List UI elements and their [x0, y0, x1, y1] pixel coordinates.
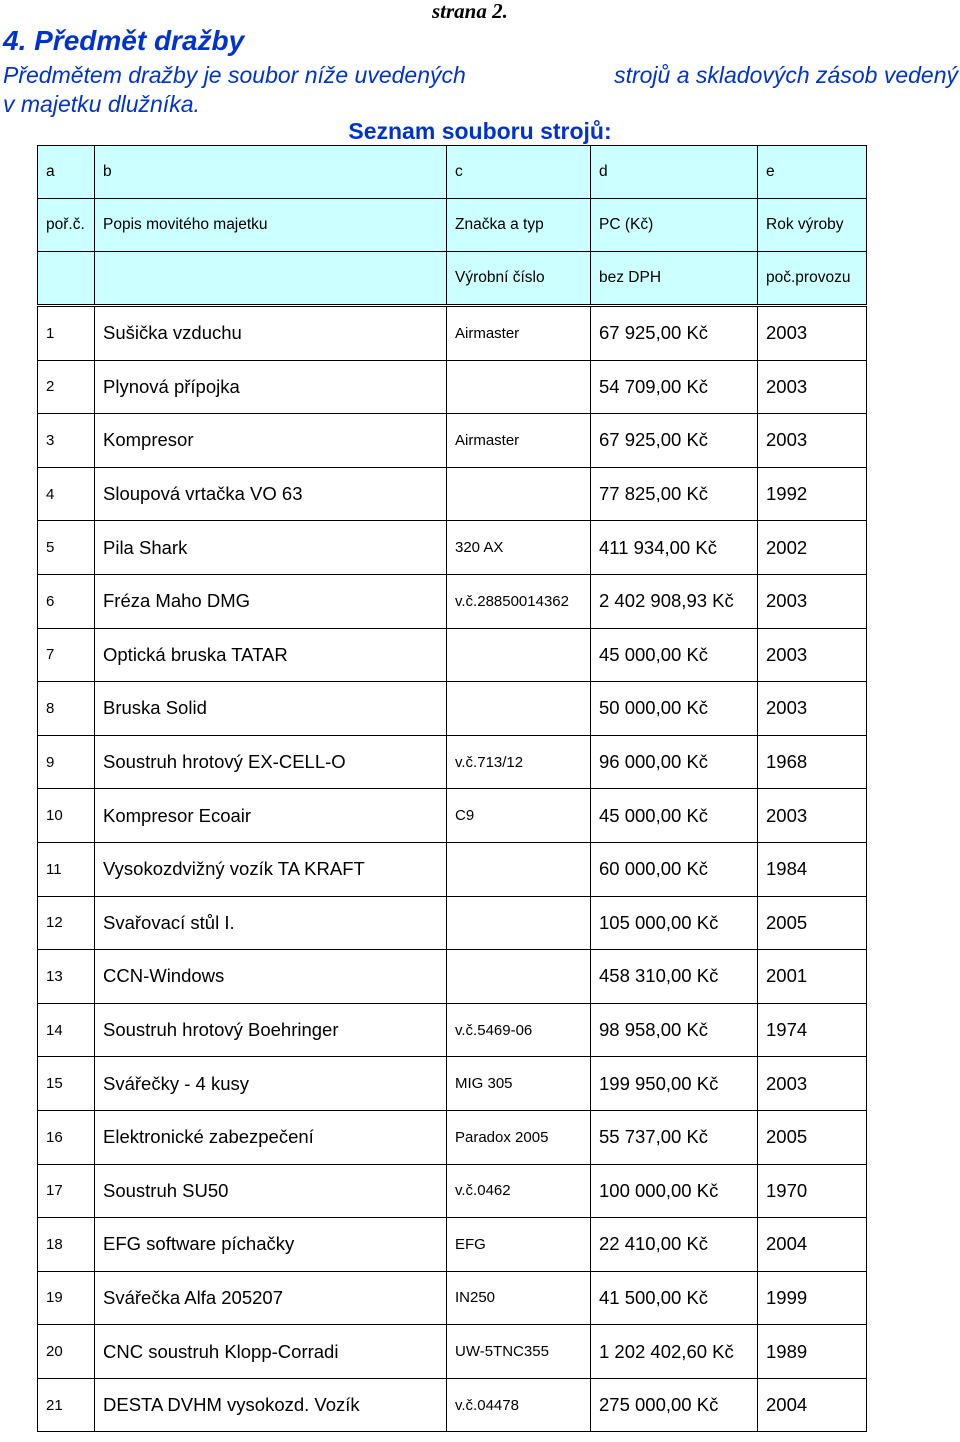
header-subnames-row: [38, 252, 867, 306]
table-row: [38, 521, 867, 575]
item-year: 1999: [758, 1271, 867, 1325]
table-row: [38, 1271, 867, 1325]
item-number: 16: [38, 1110, 95, 1164]
item-year: 2003: [758, 306, 867, 361]
item-description: Plynová přípojka: [95, 360, 447, 414]
item-year: 2001: [758, 950, 867, 1004]
item-price: 77 825,00 Kč: [591, 467, 758, 521]
item-year: 2005: [758, 1110, 867, 1164]
item-year: 2002: [758, 521, 867, 575]
header-letters-row: [38, 146, 867, 199]
table-row: [38, 1378, 867, 1432]
item-year: 2005: [758, 896, 867, 950]
item-description: Kompresor Ecoair: [95, 789, 447, 843]
table-row: [38, 414, 867, 468]
item-brand-serial: [447, 628, 591, 682]
item-year: 1974: [758, 1003, 867, 1057]
item-brand-serial: [447, 682, 591, 736]
column-header: poř.č.: [38, 199, 95, 252]
item-brand-serial: Paradox 2005: [447, 1110, 591, 1164]
table-row: [38, 735, 867, 789]
item-brand-serial: UW-5TNC355: [447, 1325, 591, 1379]
table-row: [38, 842, 867, 896]
item-number: 2: [38, 360, 95, 414]
item-price: 98 958,00 Kč: [591, 1003, 758, 1057]
item-number: 15: [38, 1057, 95, 1111]
item-brand-serial: Airmaster: [447, 306, 591, 361]
column-subheader: [38, 252, 95, 306]
item-description: Soustruh hrotový Boehringer: [95, 1003, 447, 1057]
item-number: 20: [38, 1325, 95, 1379]
section-title: 4. Předmět dražby: [3, 25, 245, 56]
item-number: 8: [38, 682, 95, 736]
table-row: [38, 789, 867, 843]
item-price: 2 402 908,93 Kč: [591, 574, 758, 628]
item-brand-serial: IN250: [447, 1271, 591, 1325]
item-description: Svářečky - 4 kusy: [95, 1057, 447, 1111]
item-brand-serial: [447, 842, 591, 896]
item-year: 2004: [758, 1378, 867, 1432]
item-price: 67 925,00 Kč: [591, 306, 758, 361]
intro-paragraph: [3, 61, 958, 119]
item-number: 1: [38, 306, 95, 361]
item-price: 60 000,00 Kč: [591, 842, 758, 896]
item-year: 2003: [758, 360, 867, 414]
column-header: Značka a typ: [447, 199, 591, 252]
item-description: Vysokozdvižný vozík TA KRAFT: [95, 842, 447, 896]
item-description: CCN-Windows: [95, 950, 447, 1004]
intro-line-2: v majetku dlužníka.: [3, 91, 200, 117]
machinery-table: [37, 145, 867, 1432]
item-number: 18: [38, 1218, 95, 1272]
item-description: EFG software píchačky: [95, 1218, 447, 1272]
item-description: Kompresor: [95, 414, 447, 468]
column-header: Popis movitého majetku: [95, 199, 447, 252]
item-description: Soustruh hrotový EX-CELL-O: [95, 735, 447, 789]
item-brand-serial: MIG 305: [447, 1057, 591, 1111]
item-price: 199 950,00 Kč: [591, 1057, 758, 1111]
table-row: [38, 1003, 867, 1057]
item-number: 19: [38, 1271, 95, 1325]
page-number: strana 2.: [432, 0, 508, 23]
item-year: 1992: [758, 467, 867, 521]
table-row: [38, 1325, 867, 1379]
item-price: 275 000,00 Kč: [591, 1378, 758, 1432]
item-number: 3: [38, 414, 95, 468]
item-number: 7: [38, 628, 95, 682]
item-price: 96 000,00 Kč: [591, 735, 758, 789]
item-number: 10: [38, 789, 95, 843]
item-number: 17: [38, 1164, 95, 1218]
item-description: Svářečka Alfa 205207: [95, 1271, 447, 1325]
item-year: 2003: [758, 574, 867, 628]
item-description: Pila Shark: [95, 521, 447, 575]
item-description: Soustruh SU50: [95, 1164, 447, 1218]
item-price: 22 410,00 Kč: [591, 1218, 758, 1272]
item-description: DESTA DVHM vysokozd. Vozík: [95, 1378, 447, 1432]
item-price: 50 000,00 Kč: [591, 682, 758, 736]
item-description: Optická bruska TATAR: [95, 628, 447, 682]
item-year: 2003: [758, 628, 867, 682]
item-price: 100 000,00 Kč: [591, 1164, 758, 1218]
table-row: [38, 360, 867, 414]
item-price: 45 000,00 Kč: [591, 789, 758, 843]
item-number: 11: [38, 842, 95, 896]
column-header: Rok výroby: [758, 199, 867, 252]
item-price: 54 709,00 Kč: [591, 360, 758, 414]
item-brand-serial: v.č.0462: [447, 1164, 591, 1218]
item-brand-serial: v.č.713/12: [447, 735, 591, 789]
item-number: 9: [38, 735, 95, 789]
item-number: 4: [38, 467, 95, 521]
item-year: 1970: [758, 1164, 867, 1218]
item-year: 2003: [758, 789, 867, 843]
item-brand-serial: [447, 950, 591, 1004]
item-brand-serial: v.č.5469-06: [447, 1003, 591, 1057]
column-letter: d: [591, 146, 758, 199]
table-row: [38, 1218, 867, 1272]
column-subheader: bez DPH: [591, 252, 758, 306]
table-title: Seznam souboru strojů:: [348, 118, 612, 144]
column-letter: e: [758, 146, 867, 199]
item-number: 12: [38, 896, 95, 950]
column-letter: c: [447, 146, 591, 199]
header-names-row: [38, 199, 867, 252]
item-description: Sloupová vrtačka VO 63: [95, 467, 447, 521]
column-letter: a: [38, 146, 95, 199]
item-number: 5: [38, 521, 95, 575]
column-subheader: [95, 252, 447, 306]
item-year: 2003: [758, 1057, 867, 1111]
item-description: Svařovací stůl I.: [95, 896, 447, 950]
table-row: [38, 950, 867, 1004]
item-price: 41 500,00 Kč: [591, 1271, 758, 1325]
item-number: 14: [38, 1003, 95, 1057]
item-year: 1984: [758, 842, 867, 896]
item-brand-serial: Airmaster: [447, 414, 591, 468]
item-year: 2003: [758, 414, 867, 468]
item-number: 21: [38, 1378, 95, 1432]
item-description: Sušička vzduchu: [95, 306, 447, 361]
item-price: 67 925,00 Kč: [591, 414, 758, 468]
item-price: 105 000,00 Kč: [591, 896, 758, 950]
item-brand-serial: [447, 896, 591, 950]
item-brand-serial: v.č.04478: [447, 1378, 591, 1432]
intro-line-1: [3, 61, 958, 90]
item-description: Fréza Maho DMG: [95, 574, 447, 628]
item-description: CNC soustruh Klopp-Corradi: [95, 1325, 447, 1379]
column-header: PC (Kč): [591, 199, 758, 252]
intro-line-1-part-2: strojů a skladových zásob vedený: [614, 62, 958, 88]
item-brand-serial: [447, 360, 591, 414]
item-price: 1 202 402,60 Kč: [591, 1325, 758, 1379]
item-year: 2004: [758, 1218, 867, 1272]
item-description: Bruska Solid: [95, 682, 447, 736]
table-row: [38, 682, 867, 736]
item-year: 1989: [758, 1325, 867, 1379]
item-price: 411 934,00 Kč: [591, 521, 758, 575]
item-price: 45 000,00 Kč: [591, 628, 758, 682]
item-brand-serial: [447, 467, 591, 521]
table-row: [38, 628, 867, 682]
table-row: [38, 467, 867, 521]
item-brand-serial: EFG: [447, 1218, 591, 1272]
item-number: 6: [38, 574, 95, 628]
table-row: [38, 1110, 867, 1164]
column-letter: b: [95, 146, 447, 199]
machinery-table-body: [38, 146, 867, 1432]
item-number: 13: [38, 950, 95, 1004]
item-year: 1968: [758, 735, 867, 789]
table-row: [38, 574, 867, 628]
item-price: 458 310,00 Kč: [591, 950, 758, 1004]
table-row: [38, 896, 867, 950]
item-brand-serial: 320 AX: [447, 521, 591, 575]
column-subheader: Výrobní číslo: [447, 252, 591, 306]
table-row: [38, 1057, 867, 1111]
item-year: 2003: [758, 682, 867, 736]
item-brand-serial: v.č.28850014362: [447, 574, 591, 628]
intro-line-1-part-1: Předmětem dražby je soubor níže uvedených: [3, 62, 466, 88]
item-price: 55 737,00 Kč: [591, 1110, 758, 1164]
table-row: [38, 1164, 867, 1218]
table-row: [38, 306, 867, 361]
item-description: Elektronické zabezpečení: [95, 1110, 447, 1164]
item-brand-serial: C9: [447, 789, 591, 843]
column-subheader: poč.provozu: [758, 252, 867, 306]
